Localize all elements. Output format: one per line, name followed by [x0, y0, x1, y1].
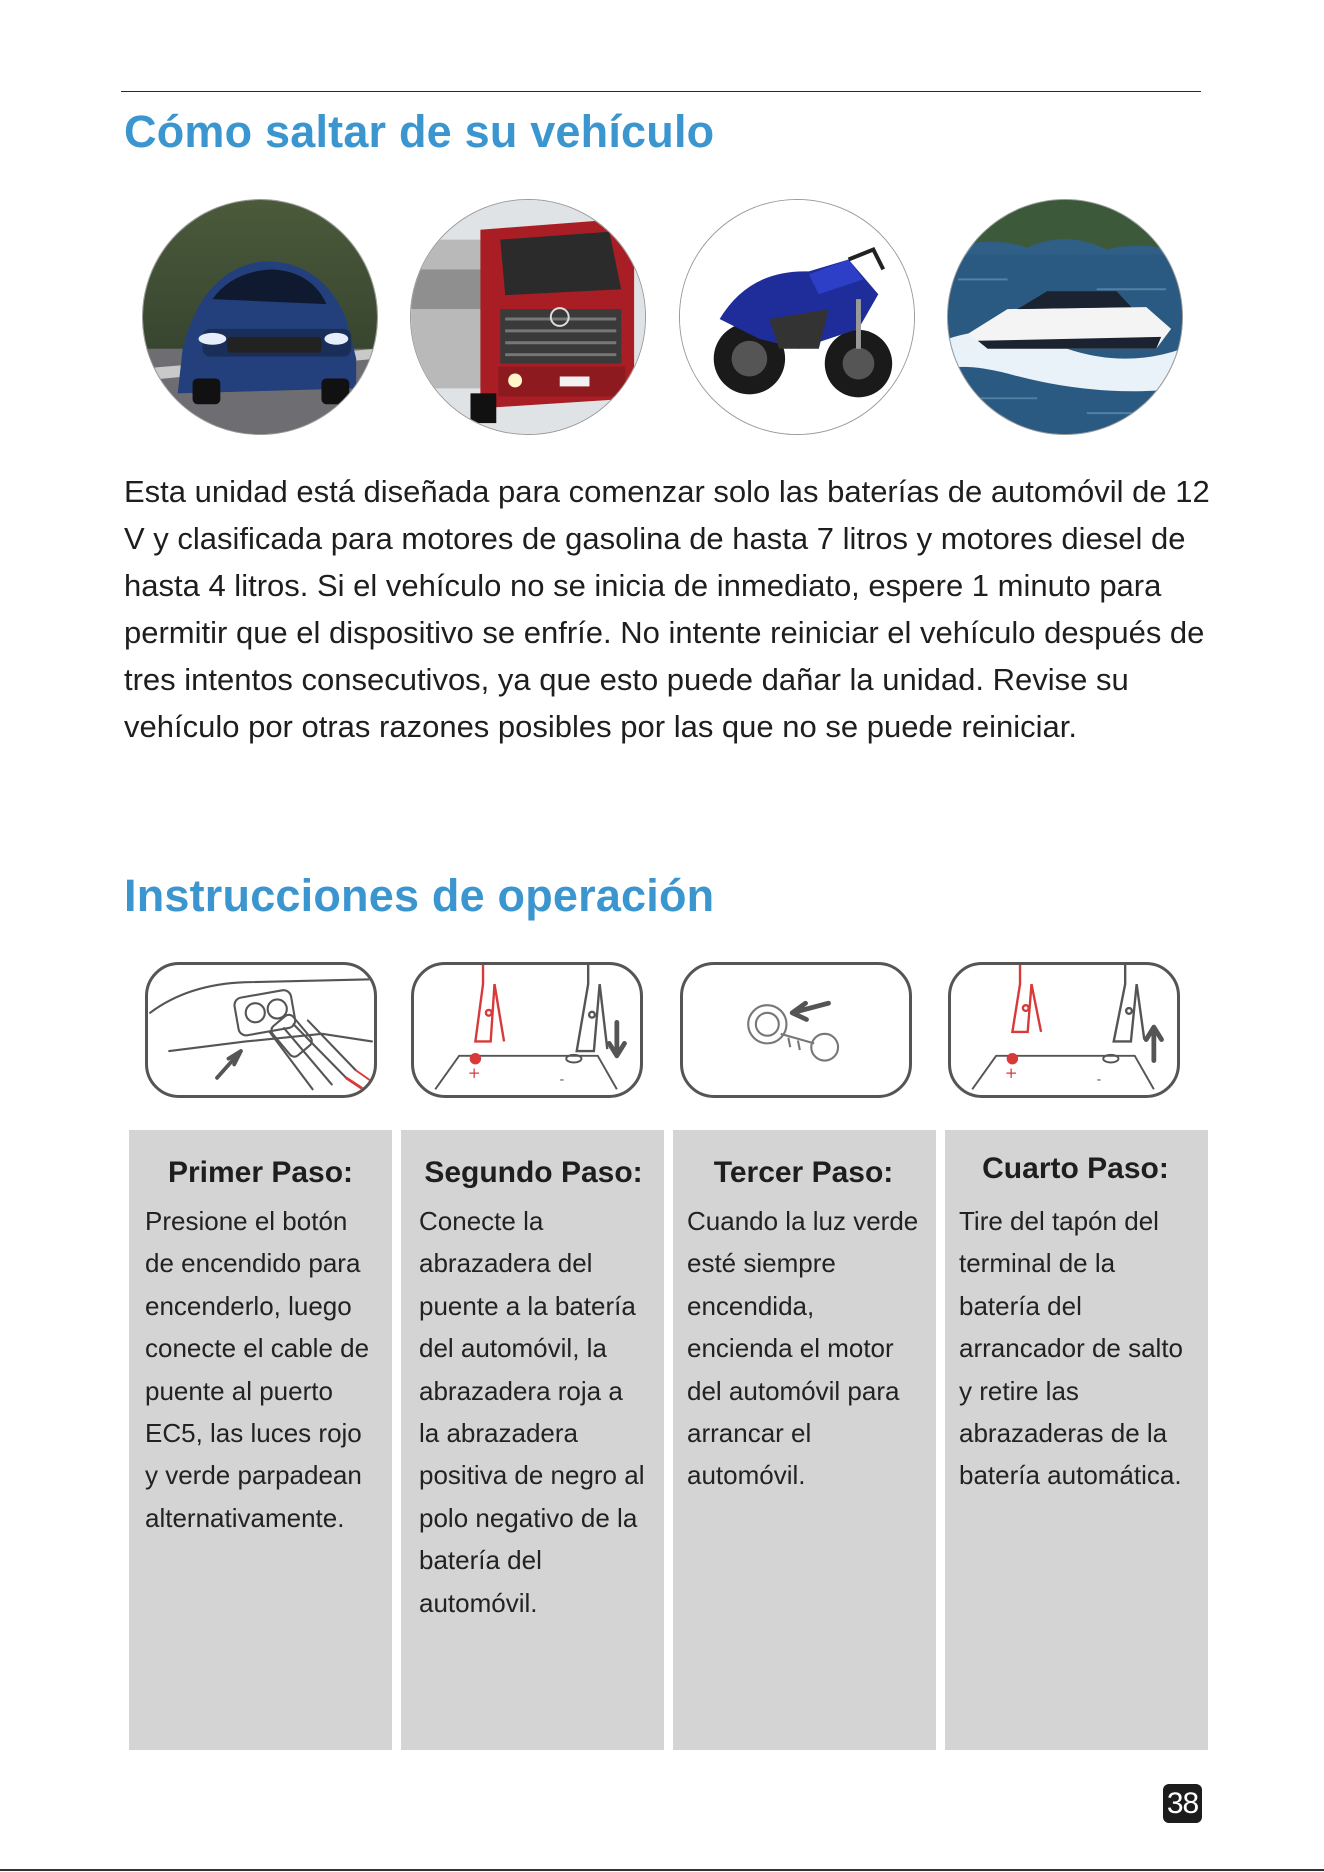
step-panel-2 [401, 1130, 664, 1750]
step-title: Segundo Paso: [424, 1156, 643, 1189]
speedboat-photo [947, 199, 1183, 435]
step-panel-3 [673, 1130, 936, 1750]
svg-text:-: - [559, 1072, 565, 1088]
step-title: Cuarto Paso: [982, 1152, 1169, 1185]
motorcycle-photo [679, 199, 915, 435]
section-title-jump: Cómo saltar de su vehículo [124, 106, 715, 157]
step-panel-4 [945, 1130, 1208, 1750]
ec5-port-plug-icon [145, 962, 377, 1098]
top-rule [121, 91, 1201, 92]
section-title-instructions: Instrucciones de operación [124, 870, 715, 921]
intro-paragraph: Esta unidad está diseñada para comenzar solo las baterías de automóvil de 12 V y clasificada para motores de gasolina de hasta 7 litros y motores diesel de hasta 4 litros. Si el vehículo no se inicia de inmediato, espere 1 minuto para permitir que el dispositivo se enfríe. No intente reiniciar el vehículo después de tres intentos consecutivos, ya que esto puede dañar la unidad. Revise su vehículo por otras razones posibles por las que no se puede reiniciar. [124, 474, 1210, 744]
step-panel-1 [129, 1130, 392, 1750]
truck-photo [410, 199, 646, 435]
step-text: Presione el botón de encendido para encenderlo, luego conecte el cable de puente al puerto EC5, las luces rojo y verde parpadean alternativamente. [145, 1206, 370, 1533]
truck-illustration [411, 200, 645, 434]
svg-text:-: - [1096, 1072, 1102, 1088]
svg-text:+: + [467, 1063, 481, 1082]
step-text: Tire del tapón del terminal de la batería del arrancador de salto y retire las abrazaderas de la batería automática. [959, 1206, 1184, 1491]
speedboat-illustration [948, 200, 1182, 434]
clamp-remove-icon [948, 962, 1180, 1098]
step-title: Primer Paso: [167, 1156, 354, 1189]
suv-illustration [143, 200, 377, 434]
power-button-icon [680, 962, 912, 1098]
step-text: Conecte la abrazadera del puente a la batería del automóvil, la abrazadera roja a la abrazadera positiva de negro al polo negativo de la batería del automóvil. [419, 1206, 645, 1618]
step-text: Cuando la luz verde esté siempre encendida, encienda el motor del automóvil para arrancar el automóvil. [687, 1206, 919, 1491]
clamp-attach-icon [411, 962, 643, 1098]
page-number: 38 [1163, 1784, 1202, 1823]
motorcycle-illustration [680, 200, 914, 434]
bottom-rule [0, 1869, 1324, 1871]
suv-photo [142, 199, 378, 435]
svg-text:+: + [1004, 1063, 1018, 1082]
step-title: Tercer Paso: [713, 1156, 894, 1189]
